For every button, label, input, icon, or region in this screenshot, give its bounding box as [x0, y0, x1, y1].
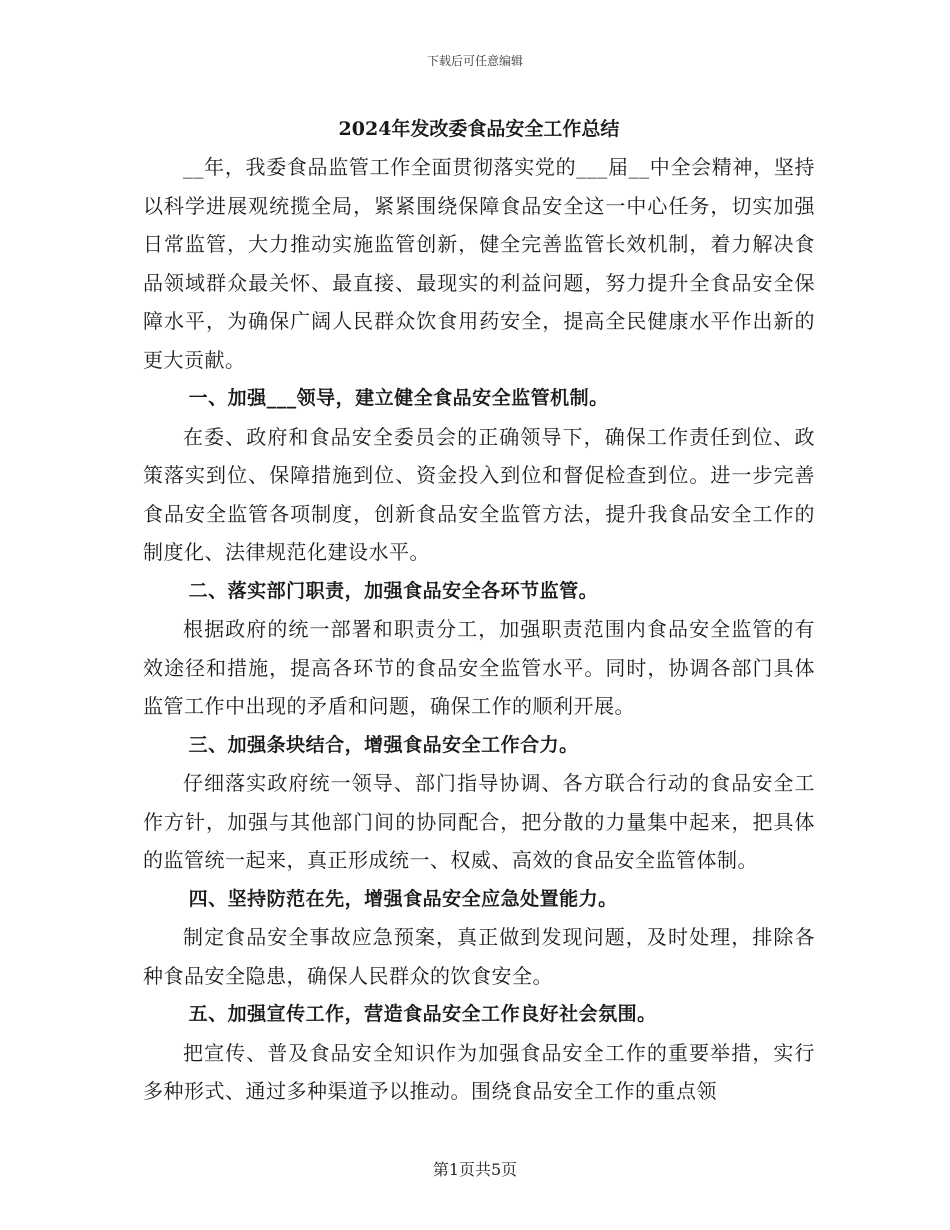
intro-paragraph: __年，我委食品监管工作全面贯彻落实党的___届__中全会精神，坚持以科学进展观统揽全局，紧紧围绕保障食品安全这一中心任务，切实加强日常监管，大力推动实施监管创新，健全完善监管长效机制，着力解决食品领域群众最关怀、最直接、最现实的利益问题，努力提升全食品安全保障水平，为确保广阔人民群众饮食用药安全，提高全民健康水平作出新的更大贡献。: [143, 155, 815, 372]
page-footer: 第1页共5页: [432, 1160, 518, 1179]
header-note: 下载后可任意编辑: [426, 54, 523, 68]
section-body-3: 仔细落实政府统一领导、部门指导协调、各方联合行动的食品安全工作方针，加强与其他部门间的协同配合，把分散的力量集中起来，把具体的监管统一起来，真正形成统一、权威、高效的食品安全监管体制。: [143, 771, 815, 872]
section-body-5: 把宣传、普及食品安全知识作为加强食品安全工作的重要举措，实行多种形式、通过多种渠道予以推动。围绕食品安全工作的重点领: [143, 1040, 815, 1103]
document-title: 2024年发改委食品安全工作总结: [338, 118, 620, 140]
section-body-1: 在委、政府和食品安全委员会的正确领导下，确保工作责任到位、政策落实到位、保障措施到位、资金投入到位和督促检查到位。进一步完善食品安全监管各项制度，创新食品安全监管方法，提升我食品安全工作的制度化、法律规范化建设水平。: [143, 424, 815, 564]
section-body-2: 根据政府的统一部署和职责分工，加强职责范围内食品安全监管的有效途径和措施，提高各环节的食品安全监管水平。同时，协调各部门具体监管工作中出现的矛盾和问题，确保工作的顺利开展。: [143, 617, 815, 718]
section-body-4: 制定食品安全事故应急预案，真正做到发现问题，及时处理，排除各种食品安全隐患，确保人民群众的饮食安全。: [143, 925, 815, 988]
section-heading-2: 二、落实部门职责，加强食品安全各环节监管。: [188, 579, 599, 602]
document-body: [143, 110, 815, 1111]
section-heading-3: 三、加强条块结合，增强食品安全工作合力。: [188, 733, 579, 756]
section-heading-1: 一、加强___领导，建立健全食品安全监管机制。: [188, 387, 609, 409]
section-heading-5: 五、加强宣传工作，营造食品安全工作良好社会氛围。: [188, 1003, 657, 1025]
section-heading-4: 四、坚持防范在先，增强食品安全应急处置能力。: [188, 887, 618, 910]
